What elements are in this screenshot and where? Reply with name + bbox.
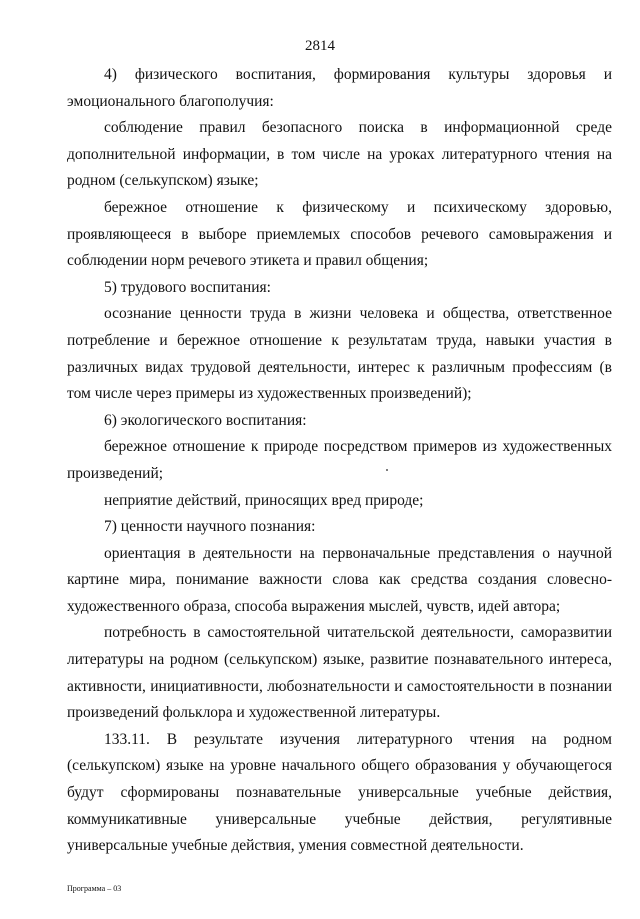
paragraph-safe-search: соблюдение правил безопасного поиска в информационной среде дополнительной информации, в том числе на уроках литературного чтения на родном (селькупском) языке; <box>67 119 612 190</box>
paragraph-nature-harm: неприятие действий, приносящих вред природе; <box>104 491 424 509</box>
document-body <box>67 62 612 860</box>
paragraph-labor-education-heading: 5) трудового воспитания: <box>104 278 271 296</box>
paragraph-nature-care: бережное отношение к природе посредством примеров из художественных произведений; <box>67 438 612 482</box>
paragraph-science-heading: 7) ценности научного познания: <box>104 518 316 536</box>
scan-speck <box>386 469 388 471</box>
paragraph-labor-value: осознание ценности труда в жизни человека и общества, ответственное потребление и бережное отношение к результатам труда, навыки участия в различных видах трудовой деятельности, интерес к различным профессиям (в том числе через примеры из художественных произведений); <box>67 305 612 403</box>
paragraph-reading-activity: потребность в самостоятельной читательской деятельности, саморазвитии литературы на родном (селькупском) языке, развитие познавательного интереса, активности, инициативности, любознательности и самостоятельности в познании произведений фольклора и художественной литературы. <box>67 624 612 722</box>
page-number: 2814 <box>305 38 335 54</box>
paragraph-section-133-11: 133.11. В результате изучения литературного чтения на родном (селькупском) языке на уровне начального общего образования у обучающегося будут сформированы познавательные универсальные учебные действия, коммуникативные универсальные учебные действия, регулятивные универсальные учебные действия, умения совместной деятельности. <box>67 730 612 855</box>
paragraph-health-care: бережное отношение к физическому и психическому здоровью, проявляющееся в выборе приемлемых способов речевого самовыражения и соблюдении норм речевого этикета и правил общения; <box>67 198 612 270</box>
paragraph-ecological-education-heading: 6) экологического воспитания: <box>104 411 307 429</box>
footer-program-label: Программа – 03 <box>67 884 122 893</box>
paragraph-world-picture: ориентация в деятельности на первоначальные представления о научной картине мира, понимание важности слова как средства создания словесно-художественного образа, способа выражения мыслей, чувств, идей автора; <box>67 544 612 615</box>
paragraph-physical-education-heading: 4) физического воспитания, формирования культуры здоровья и эмоционального благополучия: <box>67 66 612 110</box>
